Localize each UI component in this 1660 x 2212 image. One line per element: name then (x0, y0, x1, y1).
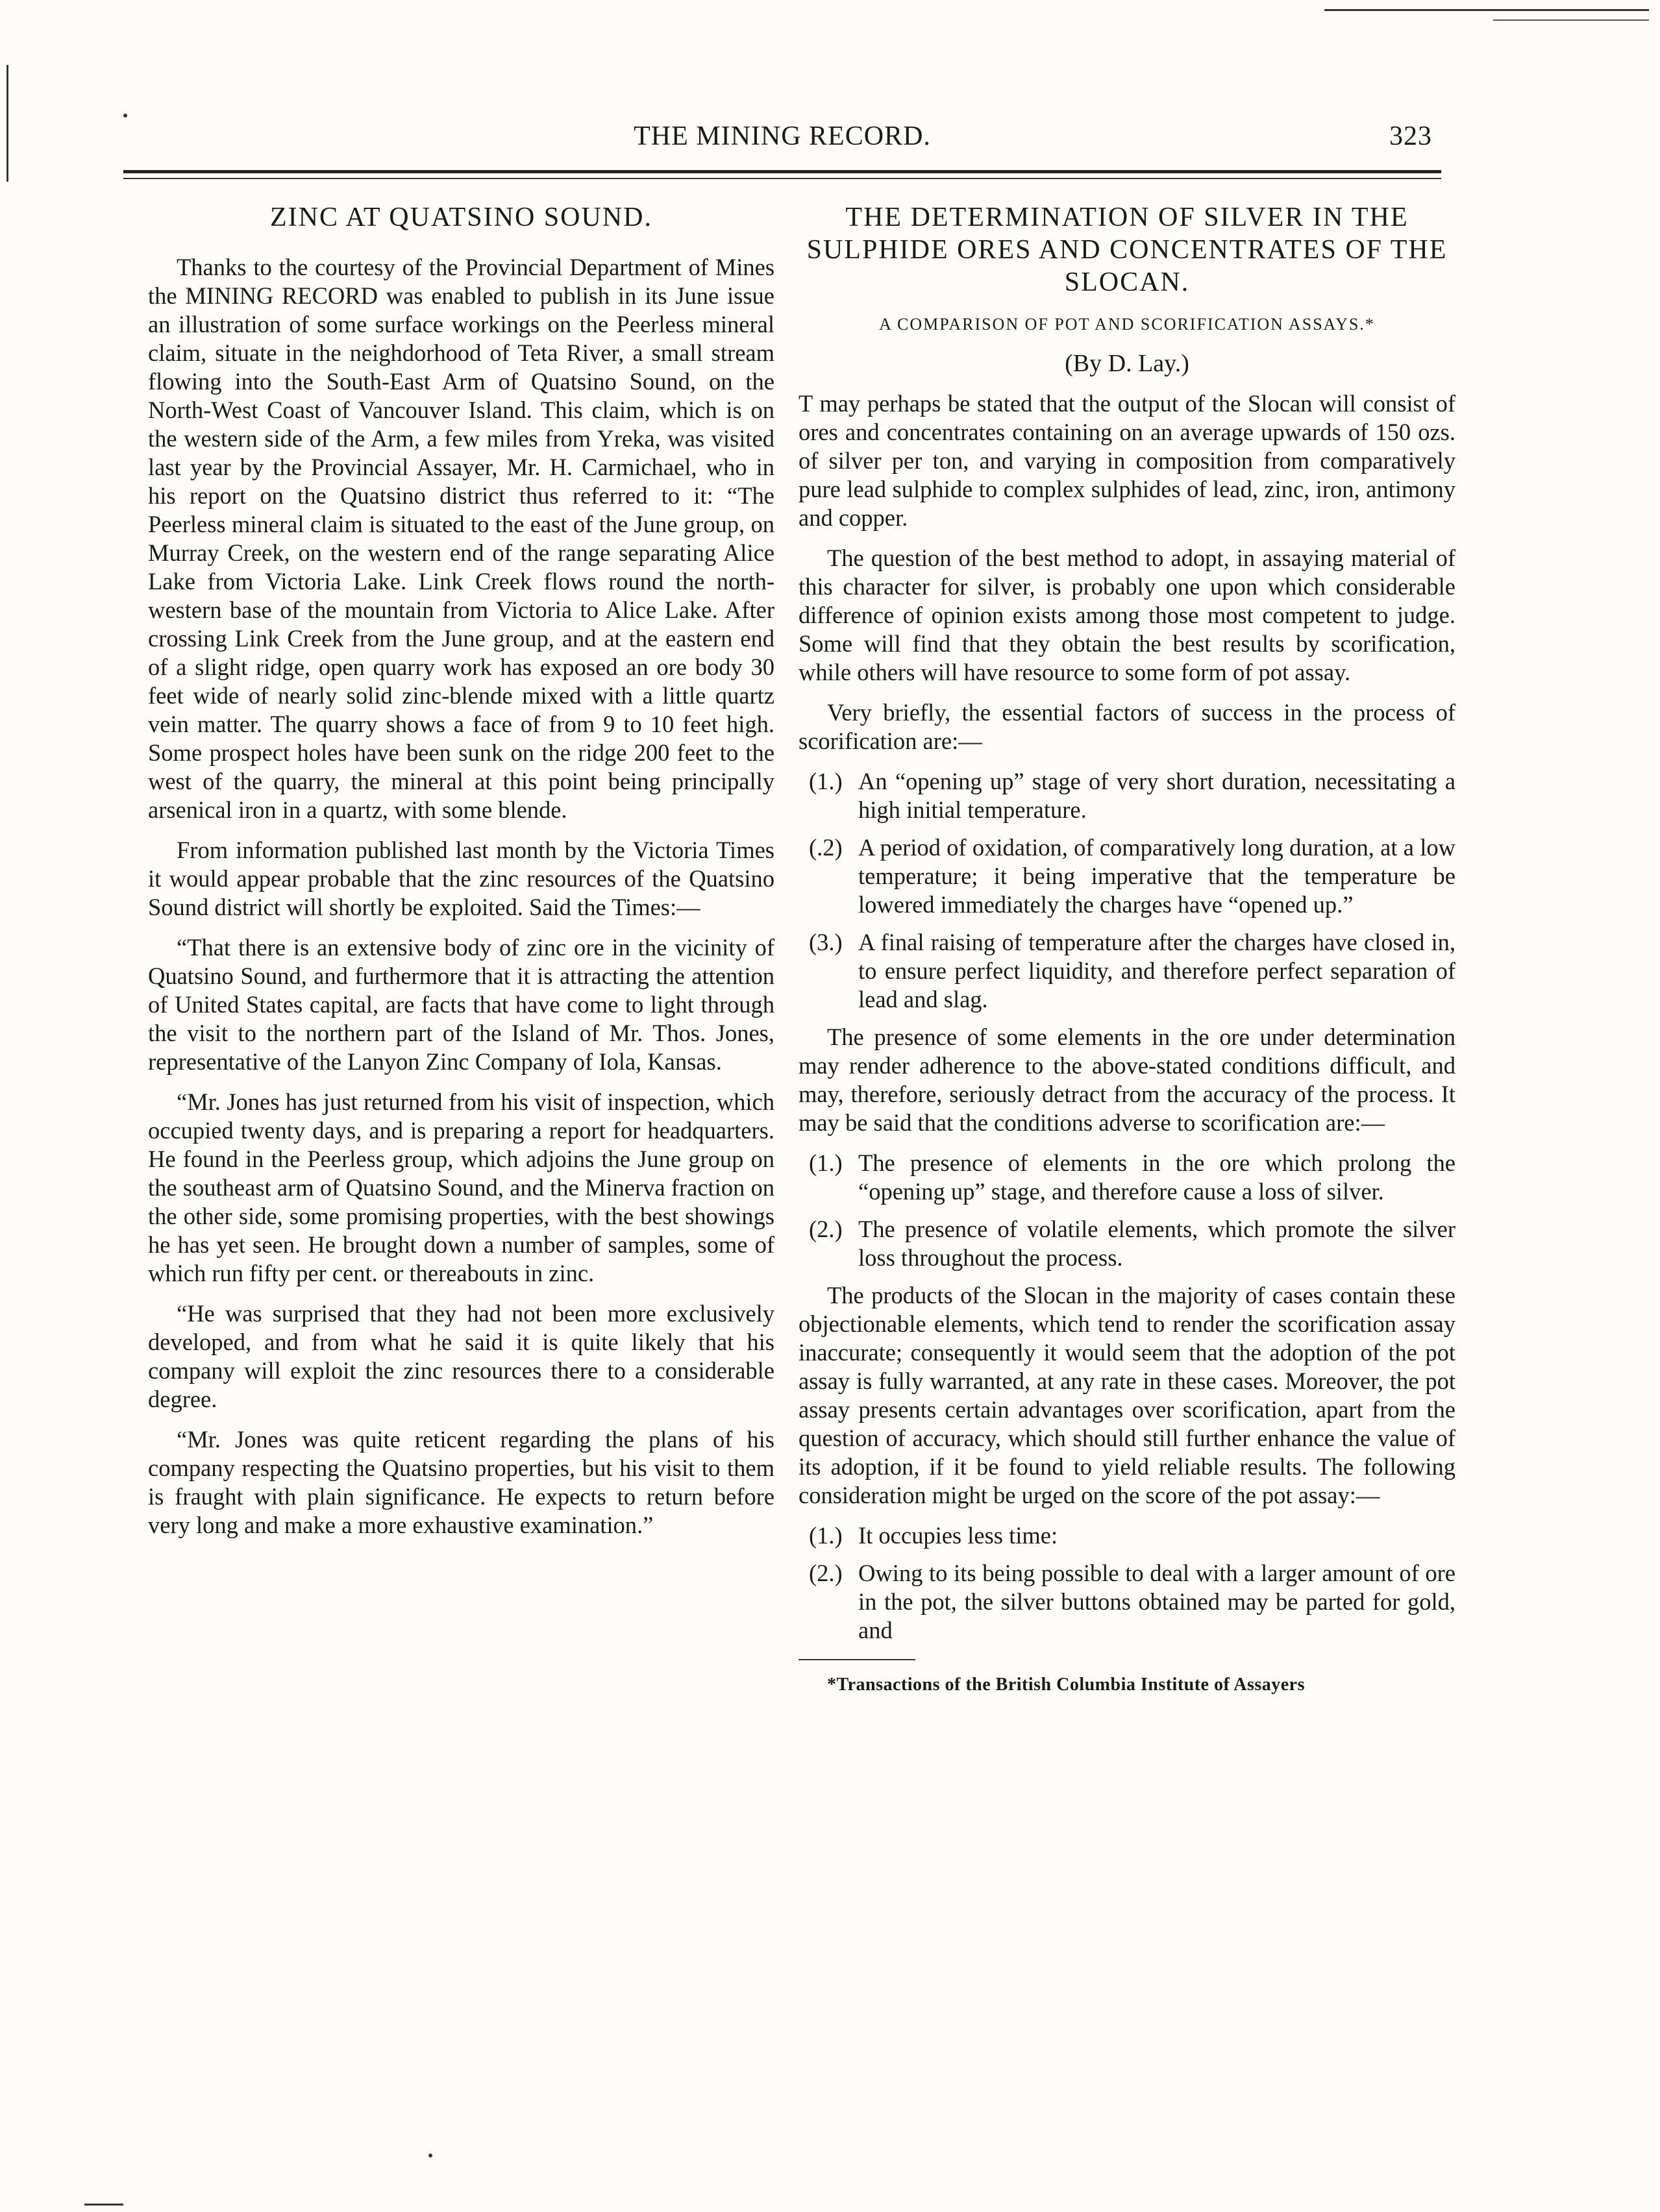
right-column (799, 201, 1456, 1711)
list-item (799, 833, 1456, 919)
list-item (799, 928, 1456, 1014)
list-text: An “opening up” stage of very short duration, necessitating a high initial temperature. (858, 768, 1456, 823)
journal-title: THE MINING RECORD. (634, 121, 931, 151)
list-number: (1.) (809, 768, 843, 794)
footnote: *Transactions of the British Columbia Institute of Assayers (827, 1675, 1306, 1695)
header-rule (123, 170, 1441, 173)
scan-speck (428, 2154, 432, 2157)
list-text: A period of oxidation, of comparatively long duration, at a low temperature; it being imperative that the temperature be lowered immediately the charges have “opened up.” (858, 834, 1456, 918)
list-text: Owing to its being possible to deal with a larger amount of ore in the pot, the silver buttons obtained may be parted for gold, and (858, 1560, 1456, 1643)
scan-edge-line (1493, 19, 1649, 21)
article-paragraph: Very briefly, the essential factors of success in the process of scorification are:— (799, 699, 1456, 754)
list-number: (3.) (809, 929, 843, 955)
list-number: (1.) (809, 1149, 843, 1176)
adverse-conditions-list (799, 1149, 1456, 1272)
article-paragraph: The question of the best method to adopt, in assaying material of this character for silver, is probably one upon which considerable difference of opinion exists among those most competent to judge. Some will find that they obtain the best results by scorification, while others will have resource to some form of pot assay. (799, 545, 1456, 685)
article-paragraph: T may perhaps be stated that the output of the Slocan will consist of ores and concentrates containing on an average upwards of 150 ozs. of silver per ton, and varying in composition from comparatively pure lead sulphide to complex sulphides of lead, zinc, iron, antimony and copper. (799, 390, 1456, 531)
list-number: (2.) (809, 1560, 843, 1586)
article-paragraph: From information published last month by the Victoria Times it would appear probable that the zinc resources of the Quatsino Sound district will shortly be exploited. Said the Times:— (148, 837, 774, 920)
article-title: ZINC AT QUATSINO SOUND. (270, 203, 652, 232)
list-item (799, 1215, 1456, 1272)
list-number: (1.) (809, 1522, 843, 1549)
article-paragraph: “Mr. Jones was quite reticent regarding the plans of his company respecting the Quatsino properties, but his visit to them is fraught with plain significance. He expects to return before very long and make a more exhaustive examination.” (148, 1426, 774, 1538)
list-number: (2.) (809, 1216, 843, 1242)
article-paragraph: The presence of some elements in the ore under determination may render adherence to the above-stated conditions difficult, and may, therefore, seriously detract from the accuracy of the process. It may be said that the conditions adverse to scorification are:— (799, 1024, 1456, 1136)
list-item (799, 1521, 1456, 1550)
list-text: The presence of volatile elements, which promote the silver loss throughout the process. (858, 1216, 1456, 1271)
article-paragraph: The products of the Slocan in the majority of cases contain these objectionable elements, which tend to render the scorification assay inaccurate; consequently it would seem that the adoption of the pot assay is fully warranted, at any rate in these cases. Moreover, the pot assay presents certain advantages over scorification, apart from the question of accuracy, which should still further enhance the value of its adoption, if it be found to yield reliable results. The following consideration might be urged on the score of the pot assay:— (799, 1282, 1456, 1508)
article-paragraph: “He was surprised that they had not been more exclusively developed, and from what he said it is quite likely that his company will exploit the zinc resources there to a considerable degree. (148, 1300, 774, 1412)
scan-margin-mark (6, 65, 8, 182)
article-subtitle: A COMPARISON OF POT AND SCORIFICATION ASSAYS.* (879, 315, 1375, 334)
article-byline: (By D. Lay.) (1065, 350, 1189, 377)
scorification-factors-list (799, 767, 1456, 1014)
scan-edge-line (1324, 9, 1649, 11)
running-header (123, 117, 1441, 162)
list-text: A final raising of temperature after the charges have closed in, to ensure perfect liquidity, and therefore perfect separation of lead and slag. (858, 929, 1456, 1013)
page-number: 323 (1389, 121, 1432, 151)
footnote-rule (799, 1659, 915, 1660)
list-number: (.2) (809, 834, 843, 861)
scan-edge-line (84, 2204, 123, 2206)
article-paragraph: Thanks to the courtesy of the Provincial Department of Mines the MINING RECORD was enabled to publish in its June issue an illustration of some surface workings on the Peerless mineral claim, situate in the neighdorhood of Teta River, a small stream flowing into the South-East Arm of Quatsino Sound, on the North-West Coast of Vancouver Island. This claim, which is on the western side of the Arm, a few miles from Yreka, was visited last year by the Provincial Assayer, Mr. H. Carmichael, who in his report on the Quatsino district thus referred to it: “The Peerless mineral claim is situated to the east of the June group, on Murray Creek, on the western end of the range separating Alice Lake from Victoria Lake. Link Creek flows round the north-western base of the mountain from Victoria to Alice Lake. After crossing Link Creek from the June group, and at the eastern end of a slight ridge, open quarry work has exposed an ore body 30 feet wide of nearly solid zinc-blende mixed with a little quartz vein matter. The quarry shows a face of from 9 to 10 feet high. Some prospect holes have been sunk on the ridge 200 feet to the west of the quarry, the mineral at this point being principally arsenical iron in a quartz, with some blende. (148, 254, 774, 823)
header-rule (123, 178, 1441, 179)
list-item (799, 1149, 1456, 1206)
article-title: THE DETERMINATION OF SILVER IN THE SULPHIDE ORES AND CONCENTRATES OF THE SLOCAN. (806, 203, 1448, 297)
list-item (799, 1559, 1456, 1645)
list-item (799, 767, 1456, 824)
list-text: It occupies less time: (858, 1522, 1058, 1549)
article-paragraph: “That there is an extensive body of zinc ore in the vicinity of Quatsino Sound, and furthermore that it is attracting the attention of United States capital, are facts that have come to light through the visit to the northern part of the Island of Mr. Thos. Jones, representative of the Lanyon Zinc Company of Iola, Kansas. (148, 934, 774, 1075)
list-text: The presence of elements in the ore which prolong the “opening up” stage, and therefore cause a loss of silver. (858, 1149, 1456, 1205)
pot-assay-advantages-list (799, 1521, 1456, 1645)
left-column (148, 201, 774, 1551)
article-paragraph: “Mr. Jones has just returned from his visit of inspection, which occupied twenty days, and is preparing a report for headquarters. He found in the Peerless group, which adjoins the June group on the southeast arm of Quatsino Sound, and the Minerva fraction on the other side, some promising properties, with the best showings he has yet seen. He brought down a number of samples, some of which run fifty per cent. or thereabouts in zinc. (148, 1088, 774, 1286)
